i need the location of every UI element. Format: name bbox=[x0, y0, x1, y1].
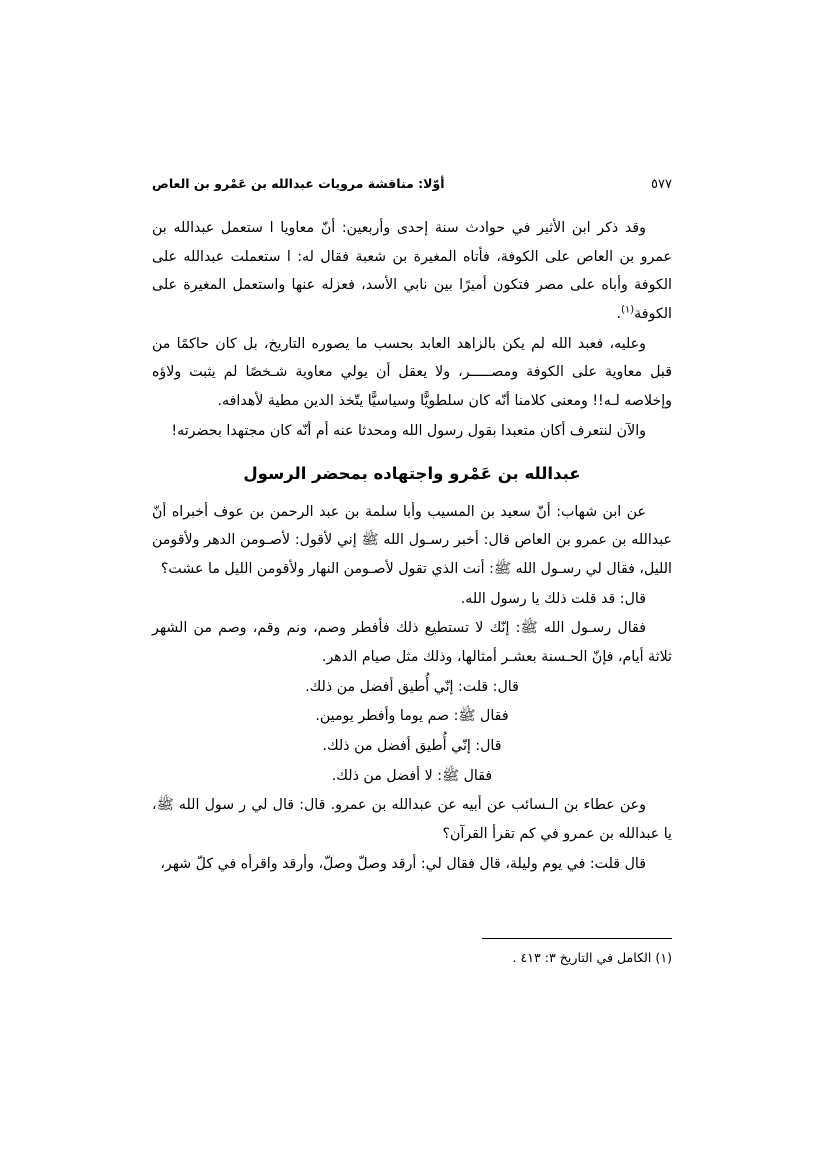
running-header bbox=[152, 176, 672, 192]
paragraph-2: وعليه، فعبد الله لم يكن بالزاهد العابد بحسب ما يصوره التاريخ، بل كان حاكمًا من قبل معاوية على الكوفة ومصـــــر، ولا يعقل أن يولي معاوية شـخصًا لم يثبت ولاؤه وإخلاصه لـه!! ومعنى كلامنا أنّه كان سلطويًّا وسياسيًّا يتّخذ الدين مطية لأهدافه. bbox=[152, 335, 672, 410]
footnote-marker: (١) bbox=[620, 304, 635, 316]
narration-paragraph-9: قال قلت: في يوم وليلة، قال فقال لي: أرقد وصلّ وصلّ، وأرقد واقرأه في كلّ شهر، bbox=[160, 855, 646, 872]
section-heading: عبدالله بن عَمْرو واجتهاده بمحضر الرسول bbox=[243, 463, 581, 483]
narration-paragraph-5: فقال ﷺ: صم يوما وأفطر يومين. bbox=[315, 708, 509, 725]
narration-paragraph-6: قال: إنّي أُطيق أفضل من ذلك. bbox=[322, 738, 502, 755]
narration-paragraph-8: وعن عطاء بن الـسائب عن أبيه عن عبدالله بن عمرو. قال: قال لي ر سول الله ﷺ، يا عبدالله بن عمرو في كم تقرأ القرآن؟ bbox=[152, 797, 672, 843]
footnote-area bbox=[152, 938, 672, 970]
narration-paragraph-3: فقال رسـول الله ﷺ: إنّك لا تستطيع ذلك فأفطر وصم، ونم وقم، وصم من الشهر ثلاثة أيام، فإنّ الحـسنة بعشـر أمثالها، وذلك مثل صيام الدهر. bbox=[152, 620, 672, 665]
paragraph-3: والآن لنتعرف أكان متعبدا بقول رسول الله ومحدثا عنه أم أنّه كان مجتهدا بحضرته! bbox=[171, 422, 646, 439]
footnote-divider bbox=[482, 938, 672, 939]
page-content bbox=[152, 176, 672, 879]
paragraph-1-text: وقد ذكر ابن الأثير في حوادث سنة إحدى وأربعين: أنّ معاويا ا ستعمل عبدالله بن عمرو بن العاص على الكوفة، فأتاه المغيرة بن شعبة فقال له: ا ستعملت عبدالله على الكوفة وأباه على مصر فتكون أميرًا بين نابي الأسد، فعزله عنها واستعمل المغيرة على الكوفة bbox=[152, 220, 672, 323]
narration-paragraph-2: قال: قد قلت ذلك يا رسول الله. bbox=[460, 590, 646, 607]
running-header-title: أوّلا: مناقشة مرويات عبدالله بن عَمْرو بن العاص bbox=[152, 176, 445, 191]
footnote-text: (١) الكامل في التاريخ ٣: ٤١٣ . bbox=[512, 950, 672, 965]
narration-paragraph-4: قال: قلت: إنّي أُطيق أفضل من ذلك. bbox=[305, 678, 519, 695]
narration-paragraph-1: عن ابن شهاب: أنّ سعيد بن المسيب وأبا سلمة بن عبد الرحمن بن عوف أخبراه أنّ عبدالله بن عمرو بن العاص قال: أخبر رسـول الله ﷺ إني لأقول: لأصـومن الدهر ولأقومن الليل، فقال لي رسـول الله ﷺ: أنت الذي تقول لأصـومن النهار ولأقومن الليل ما عشت؟ bbox=[152, 503, 672, 577]
paragraph-1: وقد ذكر ابن الأثير في حوادث سنة إحدى وأربعين: أنّ معاويا ا ستعمل عبدالله بن عمرو بن العاص على الكوفة، فأتاه المغيرة بن شعبة فقال له: ا ستعملت عبدالله على الكوفة وأباه على مصر فتكون أميرًا بين نابي الأسد، فعزله عنها واستعمل المغيرة على الكوفة$^{(١)}$. bbox=[152, 220, 672, 323]
narration-paragraph-7: فقال ﷺ: لا أفضل من ذلك. bbox=[331, 767, 493, 784]
page-number: ٥٧٧ bbox=[651, 177, 672, 192]
